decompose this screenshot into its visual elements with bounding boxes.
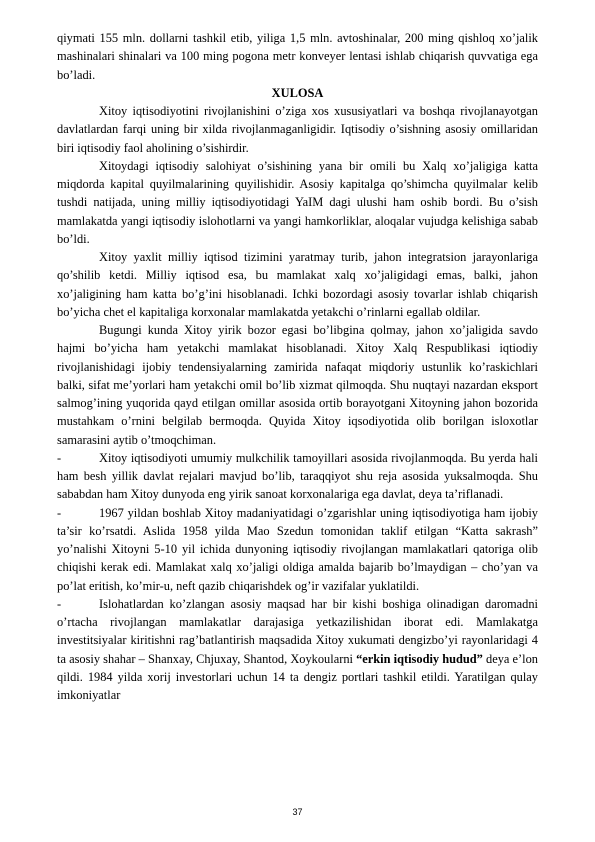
list-item-text: Xitoy iqtisodiyoti umumiy mulkchilik tamoyillari asosida rivojlanmoqda. Bu yerda hali ham besh yillik davlat rejalari mavjud bo’lib, taraqqiyot shu reja asosida yuksalmoqda. Shu sababdan ham Xitoy dunyoda eng yirik sanoat korxonalariga ega davlat, deya ta’riflanadi. — [57, 450, 538, 502]
bold-term: “erkin iqtisodiy hudud” — [356, 651, 483, 666]
document-body — [57, 29, 538, 704]
list-item — [57, 504, 538, 595]
list-item — [57, 449, 538, 504]
paragraph-3: Xitoy yaxlit milliy iqtisod tizimini yaratmay turib, jahon integratsion jarayonlariga qo’shilib ketdi. Milliy iqtisod esa, bu mamlakat xalq xo’jaligidagi emas, balki, jahon xo’jaligining ham katta bo’g’ini hisoblanadi. Ichki bozordagi asosiy tovarlar ishlab chiqarish bo’yicha chet el kapitaliga korxonalar mamlakatda yetakchi o’rinlarni egallab oldilar. — [57, 250, 538, 319]
list-item-text-end: deya e’lon qildi. 1984 yilda xorij investorlari uchun 14 ta dengiz portlari tashkil etildi. Yaratilgan qulay imkoniyatlar — [57, 651, 539, 702]
list-item — [57, 595, 538, 705]
list-item-text: 1967 yildan boshlab Xitoy madaniyatidagi o’zgarishlar uning iqtisodiyotiga ham ijobiy ta’sir ko’rsatdi. Aslida 1958 yilda Mao Szedun tomonidan taklif etilgan “Katta sakrash” yo’nalishi Xitoyni 5-10 yil ichida dunyoning iqtisodiy rivojlangan mamlakatlari qatoriga olib chiqishi kerak edi. Mamlakat xalq xo’jaligi oldiga amalda bajarib bo’lmaydigan – cho’yan va po’lat eritish, ko’mir-u, neft qazib chiqarishdek og’ir vazifalar yuklatildi. — [57, 505, 538, 593]
list-item-text: Islohatlardan ko’zlangan asosiy maqsad har bir kishi boshiga olinadigan daromadni o’rtacha rivojlangan mamlakatlar darajasiga yetkazilishidan iborat edi. Mamlakatga investitsiyalar kiritishni rag’batlantirish maqsadida Xitoy xukumati dengizbo’yi rayonlaridagi 4 ta asosiy shahar – Shanxay, Chjuxay, Shantod, Xoykoularni — [57, 596, 538, 666]
page-number: 37 — [292, 807, 303, 817]
list-bullet: - — [57, 450, 62, 465]
paragraph-4: Bugungi kunda Xitoy yirik bozor egasi bo’libgina qolmay, jahon xo’jaligida savdo hajmi bo’yicha ham yetakchi mamlakat hisoblanadi. Xitoy Xalq Respublikasi iqtiodiy rivojlanishidagi ijobiy tendensiyalarning zamirida nafaqat miqdoriy ustunlik ko’raskichlari balki, sifat me’yorlari ham yetakchi omil bo’lib xizmat qilmoqda. Shu nuqtayi nazardan eksport salmog’ining yuqorida qayd etilgan omillar asosida ortib borayotgani Xitoyning jahon bozorida mustahkam o’rnini belgilab bermoqda. Quyida Xitoy iqsodiyotida olib borilgan isloxotlar samarasini aytib o’tmoqchiman. — [57, 323, 538, 447]
list-bullet: - — [57, 596, 62, 611]
paragraph-1: Xitoy iqtisodiyotini rivojlanishini o’ziga xos xususiyatlari va boshqa rivojlanayotgan davlatlardan farqi uning bir xilda rivojlanmaganligidir. Iqtisodiy o’sishning asosiy omillaridan biri iqtisodiy faol aholining o’sishirdir. — [57, 104, 538, 155]
list-bullet: - — [57, 505, 62, 520]
intro-paragraph: qiymati 155 mln. dollarni tashkil etib, yiliga 1,5 mln. avtoshinalar, 200 ming qishloq xo’jalik mashinalari shinalari va 100 ming pogona metr konveyer lentasi ishlab chiqarish quvvatiga ega bo’ladi. — [57, 31, 538, 82]
section-heading: XULOSA — [271, 85, 324, 100]
paragraph-2: Xitoydagi iqtisodiy salohiyat o’sishining yana bir omili bu Xalq xo’jaligiga katta miqdorda kapital quyilmalarining quyilishidir. Asosiy kapitalga qo’shimcha quyilmalar kelib tushdi natijada, uning milliy iqtisodiyotidagi YaIM dagi ulushi ham oshib bordi. Bu o’sish mamlakatda yangi iqtisodiy islohotlarni va yangi hamkorliklar, aloqalar vujudga kelishiga sabab bo’ldi. — [57, 158, 538, 246]
